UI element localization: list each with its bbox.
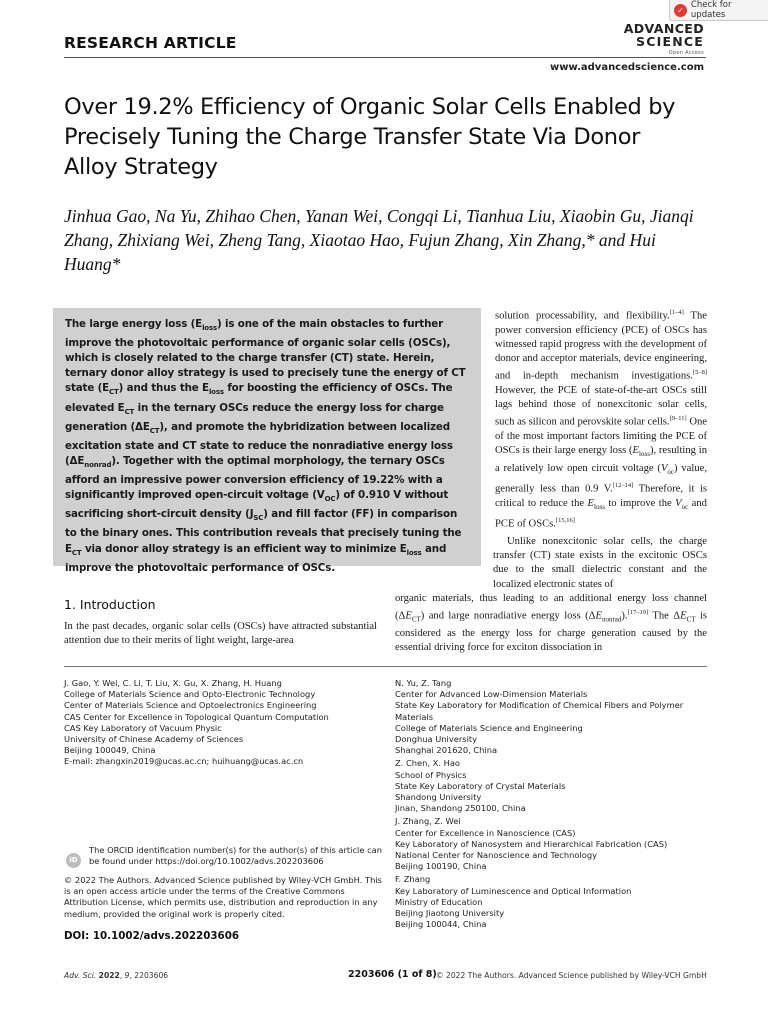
- affiliation-line: J. Zhang, Z. Wei: [395, 816, 461, 827]
- affiliation-line: E-mail: zhangxin2019@ucas.ac.cn; huihuang@ucas.ac.cn: [64, 756, 304, 767]
- article-title: Over 19.2% Efficiency of Organic Solar Cells Enabled by Precisely Tuning the Charge Transfer State Via Donor Alloy Strategy: [64, 94, 676, 180]
- body-paragraph-right-2: Unlike nonexcitonic solar cells, the charge transfer (CT) state exists in the excitonic OSCs due to the small dielectric constant and the localized electronic states of: [493, 536, 707, 590]
- affiliation-line: State Key Laboratory of Crystal Materials: [395, 780, 566, 791]
- body-paragraph-right-1: solution processability, and flexibility.[1–4] The power conversion efficiency (PCE) of OSCs has witnessed rapid progress with the development of donor and acceptor materials, device engineering, and in-depth mechanism investigations.[5–8] However, the PCE of state-of-the-art OSCs still lags behind those of nonexcitonic solar cells, such as silicon and perovskite solar cells.[9–11] One of the most important factors limiting the PCE of OSCs is their large energy loss $(E_{loss})$, resulting in a relatively low open circuit voltage $(V_{oc})$ value, generally less than 0.9 V.[12–14] Therefore, it is critical to reduce the $E_{loss}$ to improve the $V_{oc}$ and PCE of OSCs.[15,16]: [495, 309, 708, 530]
- abstract-text: The large energy loss $(E_{loss})$ is one of the main obstacles to further improve the photovoltaic performance of organic solar cells (OSCs), which is closely related to the charge transfer (CT) state. Herein, ternary donor alloy strategy is used to precisely tune the energy of CT state $(E_{CT})$ and thus the $E_{loss}$ for boosting the efficiency of OSCs. The elevated $E_{CT}$ in the ternary OSCs reduce the energy loss for charge generation $(\Delta E_{CT})$, and promote the hybridization between localized excitation state and CT state to reduce the nonradiative energy loss $(\Delta E_{nonrad})$. Together with the optimal morphology, the ternary OSCs afford an impressive power conversion efficiency of 19.22% with a significantly improved open-circuit voltage $(V_{OC})$ of 0.910 V without sacrificing short-circuit density $(J_{SC})$ and fill factor (FF) in comparison to the binary ones. This contribution reveals that precisely tuning the $E_{CT}$ via donor alloy strategy is an efficient way to minimize $E_{loss}$ and improve the photovoltaic performance of OSCs.: [65, 318, 466, 574]
- affiliation-line: Center for Advanced Low-Dimension Materials: [395, 689, 588, 700]
- affiliation-line: CAS Key Laboratory of Vacuum Physic: [64, 722, 222, 733]
- affiliation-line: School of Physics: [395, 769, 467, 780]
- logo-line-1: ADVANCED: [623, 21, 704, 36]
- introduction-paragraph: In the past decades, organic solar cells (OSCs) have attracted substantial attention due to their merits of light weight, large-area: [64, 621, 377, 647]
- affiliation-line: Ministry of Education: [395, 896, 483, 907]
- affiliation-line: Key Laboratory of Nanosystem and Hierarchical Fabrication (CAS): [395, 838, 668, 849]
- affiliation-line: F. Zhang: [395, 874, 431, 885]
- footnote-divider: [64, 666, 707, 667]
- footer-page-number: 2203606 (1 of 8): [348, 969, 437, 980]
- affiliation-line: College of Materials Science and Engineering: [395, 722, 583, 733]
- affiliation-line: Beijing 100190, China: [395, 861, 487, 872]
- affiliation-line: Jinan, Shandong 250100, China: [395, 803, 526, 814]
- affiliation-line: Shandong University: [395, 792, 482, 803]
- body-paragraph-continued: organic materials, thus leading to an additional energy loss channel $(\Delta E_{CT})$ and large nonradiative energy loss $(\Delta E_{nonrad}).[17-19]$ The $\Delta E_{CT}$ is considered as the energy loss for charge generation caused by the essential driving force for exciton dissociation in: [395, 593, 708, 654]
- author-list: Jinhua Gao, Na Yu, Zhihao Chen, Yanan Wei, Congqi Li, Tianhua Liu, Xiaobin Gu, Jianqi Zhang, Zhixiang Wei, Zheng Tang, Xiaotao Hao, Fujun Zhang, Xin Zhang,* and Hui Huang*: [64, 206, 694, 274]
- affiliation-line: Key Laboratory of Luminescence and Optical Information: [395, 885, 632, 896]
- affiliation-line: Beijing 100044, China: [395, 919, 487, 930]
- logo-line-3: Open Access: [668, 50, 704, 56]
- orcid-text: The ORCID identification number(s) for the author(s) of this article can be found under https://doi.org/10.1002/advs.202203606: [89, 845, 382, 867]
- journal-logo[interactable]: [624, 22, 704, 60]
- section-label: RESEARCH ARTICLE: [64, 34, 237, 52]
- update-check-icon: ✓: [674, 4, 687, 17]
- affiliation-line: Center of Materials Science and Optoelectronics Engineering: [64, 700, 317, 711]
- affiliation-line: CAS Center for Excellence in Topological Quantum Computation: [64, 711, 329, 722]
- affiliation-line: Beijing Jiaotong University: [395, 908, 505, 919]
- section-heading-introduction: 1. Introduction: [64, 597, 156, 612]
- affiliation-line: College of Materials Science and Opto-Electronic Technology: [64, 689, 316, 700]
- affiliation-block: [395, 874, 707, 930]
- orcid-icon[interactable]: iD: [66, 853, 81, 868]
- abstract-box: [53, 308, 481, 574]
- license-text: © 2022 The Authors. Advanced Science published by Wiley-VCH GmbH. This is an open access article under the terms of the Creative Commons Attribution License, which permits use, distribution and reproduction in any medium, provided the original work is properly cited.: [64, 875, 382, 919]
- affiliation-line: Donghua University: [395, 734, 478, 745]
- check-updates-label: Check for updates: [690, 0, 732, 20]
- affiliations-right: [395, 678, 707, 932]
- footer-copyright: © 2022 The Authors. Advanced Science published by Wiley-VCH GmbH: [436, 971, 707, 980]
- affiliation-line: Beijing 100049, China: [64, 745, 156, 756]
- affiliation-block: [395, 816, 707, 872]
- logo-line-2: SCIENCE: [636, 34, 704, 49]
- header-divider: [64, 57, 706, 58]
- affiliation-line: N. Yu, Z. Tang: [395, 678, 452, 688]
- doi-link[interactable]: DOI: 10.1002/advs.202203606: [64, 930, 240, 942]
- affiliation-block: [395, 678, 707, 756]
- affiliation-line: University of Chinese Academy of Sciences: [64, 734, 244, 745]
- affiliation-line: State Key Laboratory for Modification of Chemical Fibers and Polymer Materials: [395, 700, 684, 722]
- affiliation-line: Shanghai 201620, China: [395, 745, 498, 756]
- footer-citation: Adv. Sci. 2022, 9, 2203606: [64, 971, 169, 980]
- orcid-note: [64, 845, 384, 867]
- affiliations-left: [64, 678, 384, 770]
- affiliation-line: Z. Chen, X. Hao: [395, 758, 461, 769]
- affiliation-line: Center for Excellence in Nanoscience (CAS): [395, 827, 576, 838]
- check-for-updates-button[interactable]: [669, 0, 768, 21]
- journal-url-link[interactable]: www.advancedscience.com: [550, 62, 704, 73]
- affiliation-line: National Center for Nanoscience and Technology: [395, 850, 598, 861]
- affiliation-block: [395, 758, 707, 814]
- affiliation-line: J. Gao, Y. Wei, C. Li, T. Liu, X. Gu, X. Zhang, H. Huang: [64, 678, 282, 688]
- affiliation-block: [64, 678, 384, 768]
